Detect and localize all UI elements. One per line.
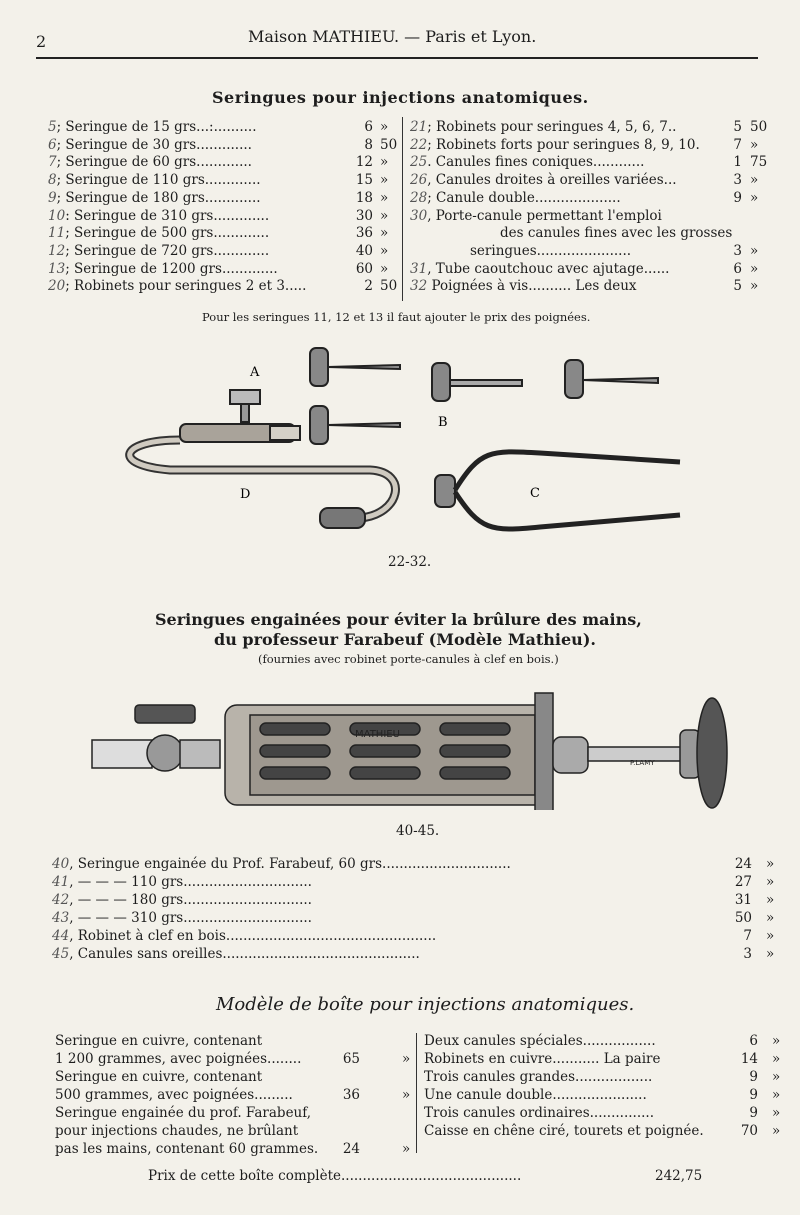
- box-right-row: [424, 1122, 704, 1140]
- item-price-cents: »: [750, 136, 759, 153]
- item-price-main: 36: [342, 1087, 360, 1103]
- item-price-main: 9: [749, 1069, 758, 1085]
- item-number: 41: [52, 874, 70, 890]
- item-number: 26: [410, 172, 428, 189]
- item-price-main: 31: [734, 892, 752, 908]
- section-subtitle: (fournies avec robinet porte-canules à clef en bois.): [258, 652, 559, 666]
- item-price-cents: »: [380, 207, 389, 224]
- section-title-boite: Modèle de boîte pour injections anatomiques.: [216, 994, 635, 1015]
- item-description: Trois canules grandes..................: [424, 1069, 653, 1085]
- cannula-2: [310, 406, 400, 444]
- item-description: , Canules droites à oreilles variées...: [427, 172, 677, 189]
- figure-caption-40-45: 40-45.: [396, 823, 440, 839]
- item-price-main: 3: [733, 172, 742, 189]
- box-left-row: [55, 1104, 311, 1122]
- item-price-main: 3: [733, 242, 742, 259]
- right-price-row: [410, 136, 700, 154]
- right-price-row: [410, 277, 637, 295]
- item-price-main: 6: [733, 260, 742, 277]
- item-description: Seringue en cuivre, contenant: [55, 1069, 263, 1085]
- item-price-main: 50: [734, 910, 752, 926]
- item-number: 13: [48, 260, 66, 277]
- item-price-cents: »: [772, 1087, 781, 1103]
- item-price-main: 15: [355, 172, 373, 189]
- item-price-cents: »: [772, 1105, 781, 1121]
- box-left-row: [55, 1032, 262, 1050]
- item-price-cents: »: [766, 874, 775, 890]
- figure-label-b: B: [438, 415, 448, 430]
- left-price-row: [48, 189, 261, 207]
- item-description: , Robinet à clef en bois.................................................: [69, 928, 437, 944]
- box-right-row: [424, 1068, 652, 1086]
- left-price-row: [48, 207, 269, 225]
- engainee-price-row: [52, 855, 511, 873]
- item-price-main: 70: [740, 1123, 758, 1139]
- item-description: , Tube caoutchouc avec ajutage......: [427, 260, 670, 277]
- section-title-injections: Seringues pour injections anatomiques.: [212, 88, 589, 107]
- column-divider: [402, 117, 403, 301]
- box-left-row: [55, 1086, 293, 1104]
- item-price-main: 24: [734, 856, 752, 872]
- item-price-cents: »: [380, 260, 389, 277]
- item-price-main: 6: [749, 1033, 758, 1049]
- left-price-row: [48, 153, 252, 171]
- box-total-value: 242,75: [655, 1168, 703, 1184]
- item-price-main: 24: [342, 1141, 360, 1157]
- item-price-main: 7: [733, 136, 742, 153]
- box-left-row: [55, 1050, 301, 1068]
- item-number: 45: [52, 946, 70, 962]
- item-price-cents: 75: [750, 154, 768, 171]
- item-description: pour injections chaudes, ne brûlant: [55, 1123, 299, 1139]
- right-price-row: [410, 153, 644, 171]
- item-price-cents: »: [750, 189, 759, 206]
- item-price-main: 14: [740, 1051, 758, 1067]
- page-number: 2: [36, 32, 47, 51]
- item-description: 500 grammes, avec poignées.........: [55, 1087, 293, 1103]
- cannula-3: [565, 360, 658, 398]
- item-number: 8: [48, 172, 57, 189]
- item-description: ; Canule double....................: [427, 189, 621, 206]
- item-price-main: 65: [342, 1051, 360, 1067]
- item-description: ; Robinets pour seringues 2 et 3.....: [65, 278, 307, 295]
- cannula-b: [432, 363, 522, 401]
- handle-note: Pour les seringues 11, 12 et 13 il faut ajouter le prix des poignées.: [202, 310, 591, 324]
- left-price-row: [48, 277, 306, 295]
- item-number: 20: [48, 278, 66, 295]
- item-price-main: 9: [733, 189, 742, 206]
- item-price-cents: »: [380, 189, 389, 206]
- wooden-key-handle: [135, 705, 195, 723]
- item-price-cents: 50: [750, 119, 768, 135]
- figure-label-d: D: [240, 487, 251, 502]
- item-description: ; Seringue de 720 grs.............: [65, 242, 270, 259]
- box-right-row: [424, 1086, 647, 1104]
- right-price-row: [410, 260, 669, 278]
- item-price-cents: »: [380, 119, 389, 135]
- figure-farabeuf-syringe: [90, 685, 740, 810]
- item-number: 9: [48, 189, 57, 206]
- item-number: 28: [410, 189, 428, 206]
- box-right-row: [424, 1050, 660, 1068]
- engainee-price-row: [52, 909, 312, 927]
- item-description: pas les mains, contenant 60 grammes.: [55, 1141, 319, 1157]
- item-price-main: 5: [733, 278, 742, 295]
- right-price-row: [470, 242, 631, 260]
- item-number: 32: [410, 278, 428, 295]
- item-description: Une canule double......................: [424, 1087, 647, 1103]
- engainee-price-row: [52, 927, 436, 945]
- left-price-row: [48, 136, 252, 154]
- item-price-cents: »: [766, 928, 775, 944]
- item-price-main: 9: [749, 1087, 758, 1103]
- box-left-row: [55, 1122, 298, 1140]
- item-price-cents: »: [772, 1123, 781, 1139]
- item-price-main: 2: [364, 278, 373, 295]
- item-description: seringues......................: [470, 242, 632, 259]
- item-price-cents: »: [766, 856, 775, 872]
- box-total-label: Prix de cette boîte complète..........................................: [148, 1168, 522, 1184]
- item-description: Seringue en cuivre, contenant: [55, 1033, 263, 1049]
- box-right-row: [424, 1032, 656, 1050]
- item-description: , — — — 110 grs..............................: [69, 874, 312, 890]
- barrel-inscription: MATHIEU: [355, 729, 400, 740]
- item-price-cents: »: [380, 154, 389, 171]
- item-price-main: 8: [364, 136, 373, 153]
- figure-label-c: C: [530, 486, 540, 501]
- item-price-cents: »: [772, 1051, 781, 1067]
- item-description: Robinets en cuivre........... La paire: [424, 1051, 661, 1067]
- left-price-row: [48, 242, 269, 260]
- item-description: , Canules sans oreilles..............................................: [69, 946, 420, 962]
- header-rule: [36, 57, 758, 59]
- item-price-cents: 50: [380, 136, 398, 153]
- item-number: 31: [410, 260, 428, 277]
- item-number: 30: [410, 207, 428, 224]
- plunger-handle: [697, 698, 727, 808]
- item-description: , Seringue engainée du Prof. Farabeuf, 60 grs..............................: [69, 856, 511, 872]
- right-price-row: [500, 224, 732, 242]
- box-right-row: [424, 1104, 654, 1122]
- item-number: 12: [48, 242, 66, 259]
- item-price-cents: »: [766, 910, 775, 926]
- item-description: ; Seringue de 60 grs.............: [56, 154, 252, 171]
- item-number: 25: [410, 154, 428, 171]
- section-title-engainees-2: du professeur Farabeuf (Modèle Mathieu).: [214, 630, 596, 649]
- right-price-row: [410, 118, 676, 136]
- item-description: des canules fines avec les grosses: [500, 225, 733, 242]
- item-number: 42: [52, 892, 70, 908]
- item-description: Caisse en chêne ciré, tourets et poignée.: [424, 1123, 704, 1139]
- box-left-row: [55, 1068, 262, 1086]
- engainee-price-row: [52, 945, 420, 963]
- right-price-row: [410, 207, 662, 225]
- item-description: ; Seringue de 500 grs.............: [65, 225, 270, 242]
- item-price-cents: »: [772, 1033, 781, 1049]
- item-price-main: 9: [749, 1105, 758, 1121]
- item-description: ; Robinets forts pour seringues 8, 9, 10.: [427, 136, 700, 153]
- item-description: ; Seringue de 1200 grs.............: [65, 260, 278, 277]
- item-price-cents: »: [380, 172, 389, 189]
- item-price-cents: »: [772, 1069, 781, 1085]
- item-description: Poignées à vis.......... Les deux: [427, 278, 637, 295]
- item-description: , — — — 180 grs..............................: [69, 892, 312, 908]
- item-price-cents: »: [750, 172, 759, 189]
- item-price-cents: »: [380, 225, 389, 242]
- item-description: Seringue engainée du prof. Farabeuf,: [55, 1105, 312, 1121]
- engraver-signature: P.LAMY: [630, 759, 655, 767]
- item-description: 1 200 grammes, avec poignées........: [55, 1051, 302, 1067]
- item-number: 5: [48, 119, 57, 135]
- item-number: 6: [48, 136, 57, 153]
- figure-caption-22-32: 22-32.: [388, 554, 432, 570]
- item-price-main: 1: [733, 154, 742, 171]
- item-price-cents: »: [402, 1141, 411, 1157]
- item-price-main: 6: [364, 119, 373, 135]
- item-description: ; Seringue de 30 grs.............: [56, 136, 252, 153]
- item-description: , — — — 310 grs..............................: [69, 910, 312, 926]
- item-number: 7: [48, 154, 57, 171]
- item-price-cents: »: [750, 260, 759, 277]
- item-description: ; Seringue de 180 grs.............: [56, 189, 261, 206]
- item-description: , Porte-canule permettant l'emploi: [427, 207, 662, 224]
- item-description: : Seringue de 310 grs.............: [65, 207, 270, 224]
- item-price-main: 3: [743, 946, 752, 962]
- left-price-row: [48, 118, 257, 136]
- engainee-price-row: [52, 891, 312, 909]
- item-price-cents: 50: [380, 278, 398, 295]
- cannula-1: [310, 348, 400, 386]
- item-number: 11: [48, 225, 66, 242]
- item-description: ; Seringue de 110 grs.............: [56, 172, 261, 189]
- item-description: ; Robinets pour seringues 4, 5, 6, 7..: [427, 119, 677, 135]
- box-column-divider: [416, 1033, 417, 1153]
- double-cannula-c: [435, 452, 680, 529]
- engainee-price-row: [52, 873, 312, 891]
- item-price-cents: »: [402, 1051, 411, 1067]
- left-price-row: [48, 224, 269, 242]
- item-price-cents: »: [402, 1087, 411, 1103]
- item-price-cents: »: [750, 242, 759, 259]
- item-price-main: 12: [355, 154, 373, 171]
- item-number: 21: [410, 119, 428, 135]
- right-price-row: [410, 171, 677, 189]
- item-number: 44: [52, 928, 70, 944]
- item-description: . Canules fines coniques............: [427, 154, 645, 171]
- item-number: 40: [52, 856, 70, 872]
- item-description: ; Seringue de 15 grs...:..........: [56, 119, 257, 135]
- item-number: 22: [410, 136, 428, 153]
- page-header-title: Maison MATHIEU. — Paris et Lyon.: [248, 27, 537, 46]
- valve-key-a: [230, 390, 260, 404]
- item-price-cents: »: [380, 242, 389, 259]
- left-price-row: [48, 260, 278, 278]
- item-price-main: 7: [743, 928, 752, 944]
- figure-label-a: A: [250, 365, 260, 380]
- item-price-cents: »: [766, 892, 775, 908]
- item-description: Trois canules ordinaires...............: [424, 1105, 654, 1121]
- left-price-row: [48, 171, 261, 189]
- figure-syringe-accessories: [110, 340, 690, 555]
- item-price-cents: »: [766, 946, 775, 962]
- right-price-row: [410, 189, 621, 207]
- item-price-main: 5: [733, 119, 742, 135]
- item-description: Deux canules spéciales.................: [424, 1033, 656, 1049]
- box-left-row: [55, 1140, 318, 1158]
- rubber-tube-d: [130, 440, 396, 518]
- item-price-main: 40: [355, 242, 373, 259]
- item-price-cents: »: [750, 278, 759, 295]
- item-price-main: 60: [355, 260, 373, 277]
- section-title-engainees-1: Seringues engainées pour éviter la brûlure des mains,: [155, 610, 642, 629]
- item-price-main: 30: [355, 207, 373, 224]
- item-number: 10: [48, 207, 66, 224]
- item-price-main: 36: [355, 225, 373, 242]
- item-number: 43: [52, 910, 70, 926]
- item-price-main: 27: [734, 874, 752, 890]
- item-price-main: 18: [355, 189, 373, 206]
